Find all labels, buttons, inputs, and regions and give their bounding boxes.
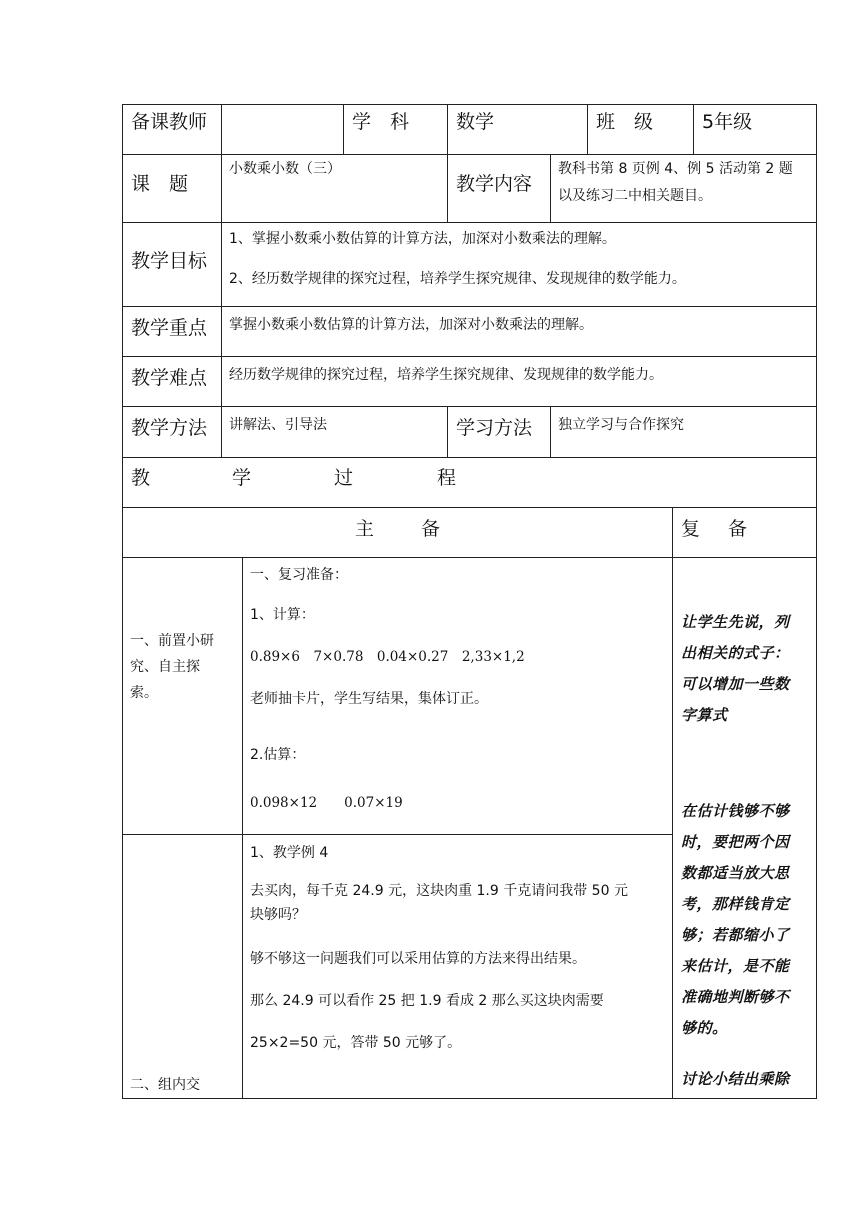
process-title-char: 程 (437, 467, 457, 489)
review-note-line: 出相关的式子： (681, 644, 790, 662)
table-border-left (122, 104, 123, 1099)
review-note-line: 数都适当放大思 (681, 864, 790, 882)
table-divider (447, 104, 448, 223)
difficulty-label: 教学难点 (131, 367, 208, 389)
table-divider (587, 104, 588, 155)
class-label: 班 级 (596, 111, 654, 133)
process-title-char: 教 (131, 467, 151, 489)
estimate-items: 0.098×12 0.07×19 (250, 795, 403, 811)
explanation-line: 够不够这一问题我们可以采用估算的方法来得出结果。 (250, 951, 586, 967)
review-note-line: 让学生先说，列 (681, 613, 790, 631)
table-border-bottom (122, 1098, 817, 1099)
table-border-right (816, 104, 817, 1099)
procedure-text: 老师抽卡片，学生写结果，集体订正。 (250, 691, 488, 707)
review-note-line: 准确地判断够不 (681, 988, 790, 1006)
review-note-3: 讨论小结出乘除 (681, 1070, 790, 1088)
content-value-line2: 以及练习二中相关题目。 (558, 188, 712, 204)
table-divider (122, 222, 817, 223)
explanation-line: 25×2=50 元，答带 50 元够了。 (250, 1035, 462, 1051)
review-note-line: 来估计，是不能 (681, 957, 790, 975)
review-note-line: 时，要把两个因 (681, 833, 790, 851)
calc-label: 1、计算： (250, 607, 315, 623)
table-divider (242, 557, 243, 1099)
table-divider (550, 154, 551, 223)
goal-item-1: 1、掌握小数乘小数估算的计算方法，加深对小数乘法的理解。 (229, 231, 616, 247)
subject-value: 数学 (456, 111, 495, 133)
problem-line: 块够吗？ (250, 907, 306, 923)
review-note-line: 够；若都缩小了 (681, 926, 790, 944)
table-divider (122, 557, 817, 558)
table-divider (122, 356, 817, 357)
table-divider (122, 834, 672, 835)
section2-content (250, 838, 670, 1096)
review-note-line: 字算式 (681, 706, 728, 724)
review-prep-char: 复 (681, 518, 701, 540)
table-divider (122, 457, 817, 458)
problem-line: 去买肉，每千克 24.9 元，这块肉重 1.9 千克请问我带 50 元 (250, 883, 628, 899)
goals-label: 教学目标 (131, 250, 208, 272)
difficulty-value: 经历数学规律的探究过程，培养学生探究规律、发现规律的数学能力。 (229, 367, 663, 383)
method-value: 讲解法、引导法 (229, 417, 327, 433)
review-note-2 (681, 796, 813, 1044)
review-note-line: 考，那样钱肯定 (681, 895, 790, 913)
content-value-line1: 教科书第 8 页例 4、例 5 活动第 2 题 (558, 161, 793, 177)
review-note-line: 够的。 (681, 1019, 728, 1037)
learning-method-value: 独立学习与合作探究 (558, 417, 684, 433)
section2-label: 二、组内交 (130, 1077, 200, 1093)
explanation-line: 那么 24.9 可以看作 25 把 1.9 看成 2 那么买这块肉需要 (250, 993, 604, 1009)
learning-method-label: 学习方法 (456, 417, 533, 439)
teacher-label: 备课教师 (131, 111, 208, 133)
review-note-line: 在估计钱够不够 (681, 802, 790, 820)
section1-label-line: 究、自主探 (130, 659, 200, 675)
goal-item-2: 2、经历数学规律的探究过程，培养学生探究规律、发现规律的数学能力。 (229, 271, 686, 287)
main-prep-char: 备 (421, 518, 441, 540)
calc-items: 0.89×6 7×0.78 0.04×0.27 2,33×1,2 (250, 649, 525, 665)
class-value: 5年级 (702, 111, 753, 133)
table-divider (122, 406, 817, 407)
method-label: 教学方法 (131, 417, 208, 439)
process-title-char: 过 (334, 467, 354, 489)
table-divider (122, 306, 817, 307)
process-title-char: 学 (232, 467, 252, 489)
section1-content (250, 562, 668, 832)
topic-value: 小数乘小数（三） (229, 161, 341, 177)
table-divider (447, 406, 448, 458)
key-point-label: 教学重点 (131, 317, 208, 339)
section1-label-line: 一、前置小研 (130, 633, 214, 649)
table-divider (221, 104, 222, 458)
key-point-value: 掌握小数乘小数估算的计算方法，加深对小数乘法的理解。 (229, 317, 593, 333)
review-heading: 一、复习准备： (250, 567, 348, 583)
table-divider (550, 406, 551, 458)
content-label: 教学内容 (456, 173, 533, 195)
review-note-line: 可以增加一些数 (681, 675, 790, 693)
section1-label (130, 628, 240, 706)
table-border-top (122, 104, 817, 105)
table-divider (693, 104, 694, 155)
table-divider (672, 507, 673, 1099)
estimate-label: 2.估算： (250, 747, 306, 763)
example-label: 1、教学例 4 (250, 845, 329, 861)
review-note-1 (681, 607, 813, 731)
main-prep-char: 主 (355, 518, 375, 540)
review-prep-char: 备 (728, 518, 748, 540)
table-divider (122, 507, 817, 508)
topic-label: 课 题 (131, 173, 189, 195)
table-divider (122, 154, 817, 155)
subject-label: 学 科 (352, 111, 410, 133)
section1-label-line: 索。 (130, 685, 158, 701)
table-divider (343, 104, 344, 155)
